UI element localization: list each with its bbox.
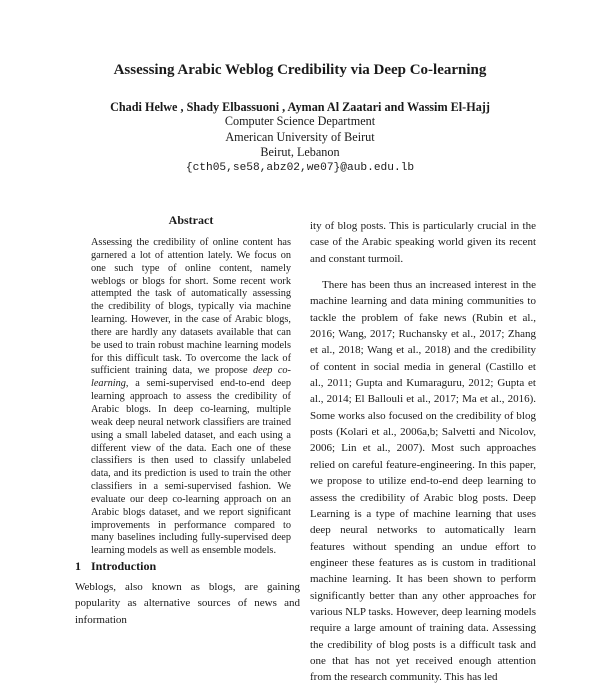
introduction-heading (75, 559, 156, 574)
abstract-emphasis: deep co-learning (91, 365, 291, 390)
right-column (310, 218, 536, 686)
affiliation-location: Beirut, Lebanon (260, 145, 340, 159)
abstract-body (91, 237, 291, 558)
affiliation-department: Computer Science Department (224, 114, 376, 128)
abstract-text-part2: , a semi-supervised end-to-end deep learning approach to assess the credibility of Arabic blogs. In deep co-learning, multiple weak deep neural network classifiers are trained using a small labeled dataset, and each using a different view of the data. Each one of these classifiers is then used to classify unlabeled data, and its prediction is used to train the other classifiers in a semi-supervised fashion. We evaluate our deep co-learning approach on an Arabic blogs dataset, and we report significant improvements in performance compared to many baselines including fully-supervised deep learning models as well as ensemble models. (91, 378, 291, 557)
abstract-text-part1: Assessing the credibility of online content has garnered a lot of attention lately. We focus on one such type of online content, namely weblogs or blogs for short. Some recent work attempted the task of automatically assessing the credibility of blogs, typically via machine learning. However, in the case of Arabic blogs, there are hardly any datasets available that can be used to train robust machine learning models for this difficult task. To overcome the lack of sufficient training data, we propose (91, 237, 291, 377)
affiliation-block (0, 114, 600, 176)
paper-title: Assessing Arabic Weblog Credibility via Deep Co-learning (113, 62, 487, 78)
abstract-heading: Abstract (168, 213, 214, 227)
author-email: {cth05,se58,abz02,we07}@aub.edu.lb (185, 161, 415, 174)
author-list: Chadi Helwe , Shady Elbassuoni , Ayman Al Zaatari and Wassim El-Hajj (110, 100, 490, 114)
introduction-body: Weblogs, also known as blogs, are gaining popularity as alternative sources of news and information (75, 581, 300, 626)
section-title: Introduction (91, 559, 157, 573)
section-number: 1 (75, 559, 81, 573)
affiliation-institution: American University of Beirut (225, 129, 375, 144)
right-paragraph-2: There has been thus an increased interest in the machine learning and data mining communities to tackle the problem of fake news (Rubin et al., 2016; Wang, 2017; Ruchansky et al., 2017; Zhang et al., 2018; Wang et al., 2018) and the credibility of content in social media in general (Castillo et al., 2011; Gupta and Kumaraguru, 2012; Gupta et al., 2014; El Ballouli et al., 2017; Ma et al., 2016). Some works also focused on the credibility of blog posts (Kolari et al., 2006a,b; Salvetti and Nicolov, 2006; Lin et al., 2007). Most such approaches relied on careful feature-engineering. In this paper, we propose to utilize end-to-end deep learning to assess the credibility of Arabic blog posts. Deep Learning is a type of machine learning that uses deep neural networks to automatically learn features without spending an undue effort to engineer these features as is custom in traditional machine learning. It has been shown to perform significantly better than any other approaches for various NLP tasks. However, deep learning models require a large amount of training data. Assessing the credibility of blog posts is a difficult task and one that has not yet received enough attention from the research community. This has led (310, 279, 536, 684)
right-paragraph-1: ity of blog posts. This is particularly crucial in the case of the Arabic speaking world given its recent and constant turmoil. (310, 220, 536, 265)
